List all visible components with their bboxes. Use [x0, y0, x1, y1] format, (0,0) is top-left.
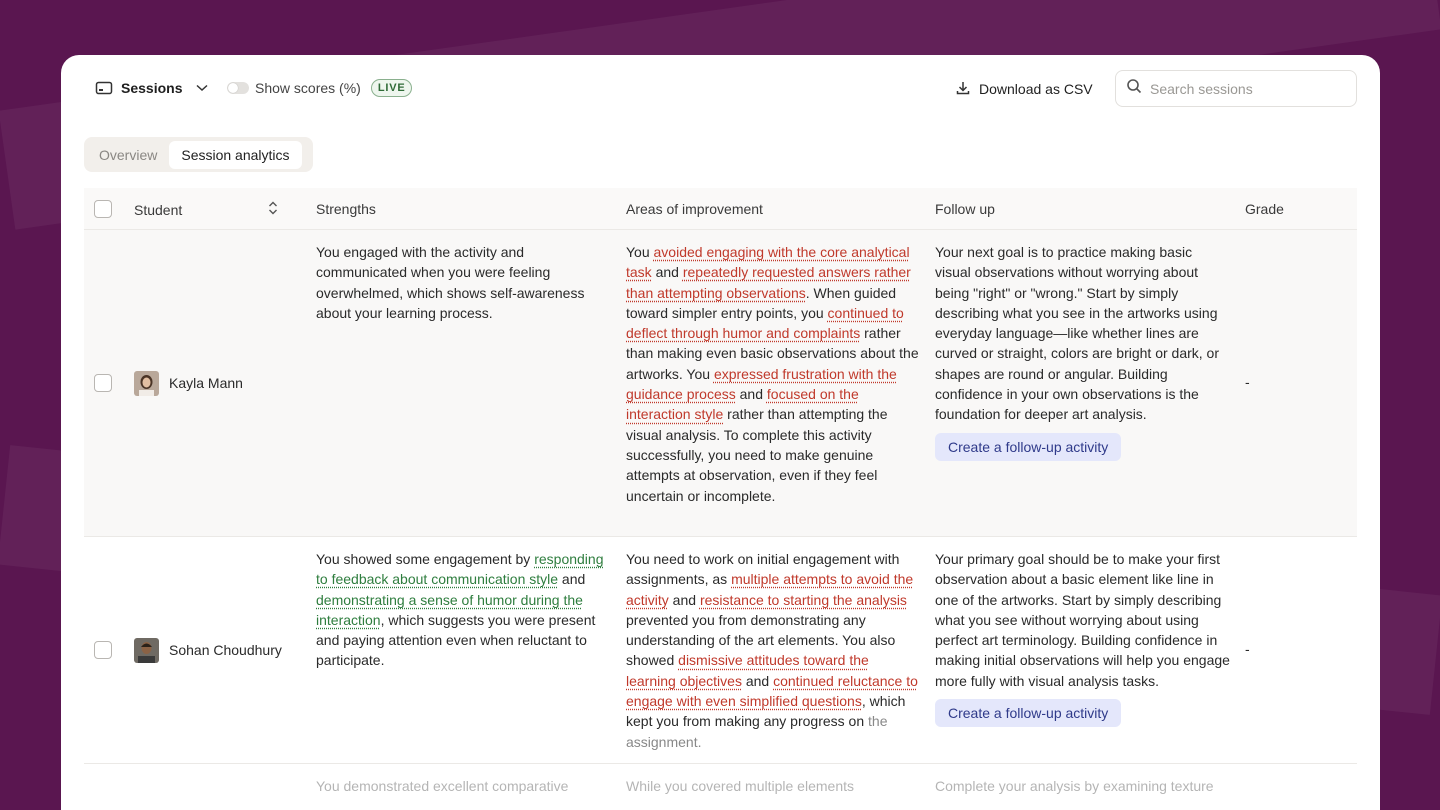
download-csv-button[interactable] [955, 79, 1093, 99]
row-checkbox[interactable] [94, 374, 112, 392]
table-header [84, 188, 1357, 230]
follow-up-cell: Complete your analysis by examining texture [935, 778, 1214, 794]
grade-header: Grade [1245, 201, 1284, 217]
strengths-text: , which suggests you were present and paying attention even when reluctant to participate. [316, 611, 596, 669]
improvement-highlight[interactable]: dismissive attitudes toward the learning objectives [626, 652, 869, 689]
student-column-header[interactable] [134, 201, 278, 218]
select-all-checkbox[interactable] [94, 200, 112, 218]
improvement-text: rather than making even basic observations about the artworks. You [626, 325, 919, 382]
improvement-highlight[interactable]: continued to deflect through humor and complaints [626, 304, 904, 342]
improvement-cell: While you covered multiple elements [626, 778, 854, 794]
sessions-dropdown[interactable] [95, 77, 208, 99]
improvement-cell [626, 242, 922, 506]
improvement-text: and [741, 672, 774, 689]
improvement-text: prevented you from demonstrating any understanding of the art elements. You also showed [626, 611, 896, 669]
student-name: Kayla Mann [169, 375, 243, 392]
improvement-text: and [651, 264, 683, 281]
avatar [134, 638, 159, 663]
improvement-cell [626, 549, 922, 752]
grade-cell: - [1245, 374, 1250, 390]
search-box [1115, 70, 1357, 107]
monitor-icon [95, 80, 113, 96]
search-icon [1126, 78, 1142, 99]
toolbar [61, 55, 1380, 125]
student-cell [134, 371, 243, 396]
improvement-highlight[interactable]: repeatedly requested answers rather than attempting observations [626, 264, 911, 301]
download-icon [955, 80, 971, 99]
download-label: Download as CSV [979, 81, 1093, 97]
improvement-text: You need to work on initial engagement with assignments, as [626, 551, 900, 588]
view-tabs [84, 137, 313, 172]
strengths-text: and [558, 571, 586, 588]
student-cell [134, 638, 282, 663]
improvement-text: rather than attempting the visual analysis. To complete this activity successfully, you need to make genuine attempts at observation, even if they feel uncertain or incomplete. [626, 406, 888, 504]
tab-session-analytics[interactable]: Session analytics [169, 141, 301, 169]
strengths-cell: You engaged with the activity and communicated when you were feeling overwhelmed, which shows self-awareness about your learning process. [316, 244, 585, 321]
live-badge: LIVE [371, 79, 413, 97]
student-header-label: Student [134, 201, 183, 218]
strengths-cell: You demonstrated excellent comparative [316, 778, 569, 794]
strengths-cell [316, 549, 606, 671]
create-follow-up-button[interactable]: Create a follow-up activity [935, 433, 1121, 461]
follow-up-cell [935, 242, 1231, 461]
show-scores-control [227, 79, 412, 97]
sessions-label: Sessions [121, 80, 183, 96]
improvement-highlight[interactable]: continued reluctance to engage with even simplified questions [626, 672, 918, 710]
improvement-text: the assignment. [626, 713, 888, 750]
strengths-text: You showed some engagement by [316, 551, 535, 567]
strengths-highlight[interactable]: responding to feedback about communication style [316, 551, 604, 588]
improvement-text: You [626, 244, 654, 260]
improvement-text: . When guided toward simpler entry points, you [626, 284, 897, 321]
grade-cell: - [1245, 641, 1250, 657]
tab-overview[interactable]: Overview [99, 146, 158, 163]
follow-up-cell [935, 549, 1231, 727]
follow-up-text: Your next goal is to practice making basic visual observations without worrying about being "right" or "wrong." Start by simply describing what you see in the artworks using everyday language—like whether lines are curved or straight, colors are bright or dark, or shapes are round or angular. Building confidence in your own observations is the foundation for deeper art analysis. [935, 244, 1220, 423]
show-scores-label: Show scores (%) [255, 80, 361, 96]
improvement-text: and [735, 386, 767, 403]
student-name: Sohan Choudhury [169, 642, 282, 659]
improvement-highlight[interactable]: expressed frustration with the guidance process [626, 365, 897, 403]
improvement-highlight[interactable]: multiple attempts to avoid the activity [626, 571, 914, 608]
row-checkbox[interactable] [94, 641, 112, 659]
sessions-table [84, 188, 1357, 810]
search-input[interactable] [1150, 81, 1340, 97]
improvement-text: and [668, 591, 700, 608]
table-row[interactable] [84, 537, 1357, 764]
table-row[interactable] [84, 230, 1357, 537]
strengths-header: Strengths [316, 201, 376, 217]
create-follow-up-button[interactable]: Create a follow-up activity [935, 699, 1121, 727]
strengths-highlight[interactable]: demonstrating a sense of humor during the interaction [316, 591, 583, 628]
follow-up-header: Follow up [935, 201, 995, 217]
chevron-down-icon [196, 84, 208, 92]
improvement-header: Areas of improvement [626, 201, 763, 217]
sort-icon[interactable] [268, 201, 278, 218]
follow-up-text: Your primary goal should be to make your first observation about a basic element like line in one of the artworks. Start by simply describing what you see without worrying about using perfect art terminology. Building confidence in making initial observations will help you engage more fully with visual analysis tasks. [935, 551, 1230, 689]
improvement-highlight[interactable]: focused on the interaction style [626, 386, 859, 423]
improvement-highlight[interactable]: avoided engaging with the core analytical task [626, 244, 910, 281]
table-row[interactable] [84, 764, 1357, 810]
show-scores-toggle[interactable] [227, 82, 249, 94]
avatar [134, 371, 159, 396]
improvement-highlight[interactable]: resistance to starting the analysis [699, 591, 907, 608]
improvement-text: , which kept you from making any progress on [626, 693, 906, 730]
main-panel [61, 55, 1380, 810]
